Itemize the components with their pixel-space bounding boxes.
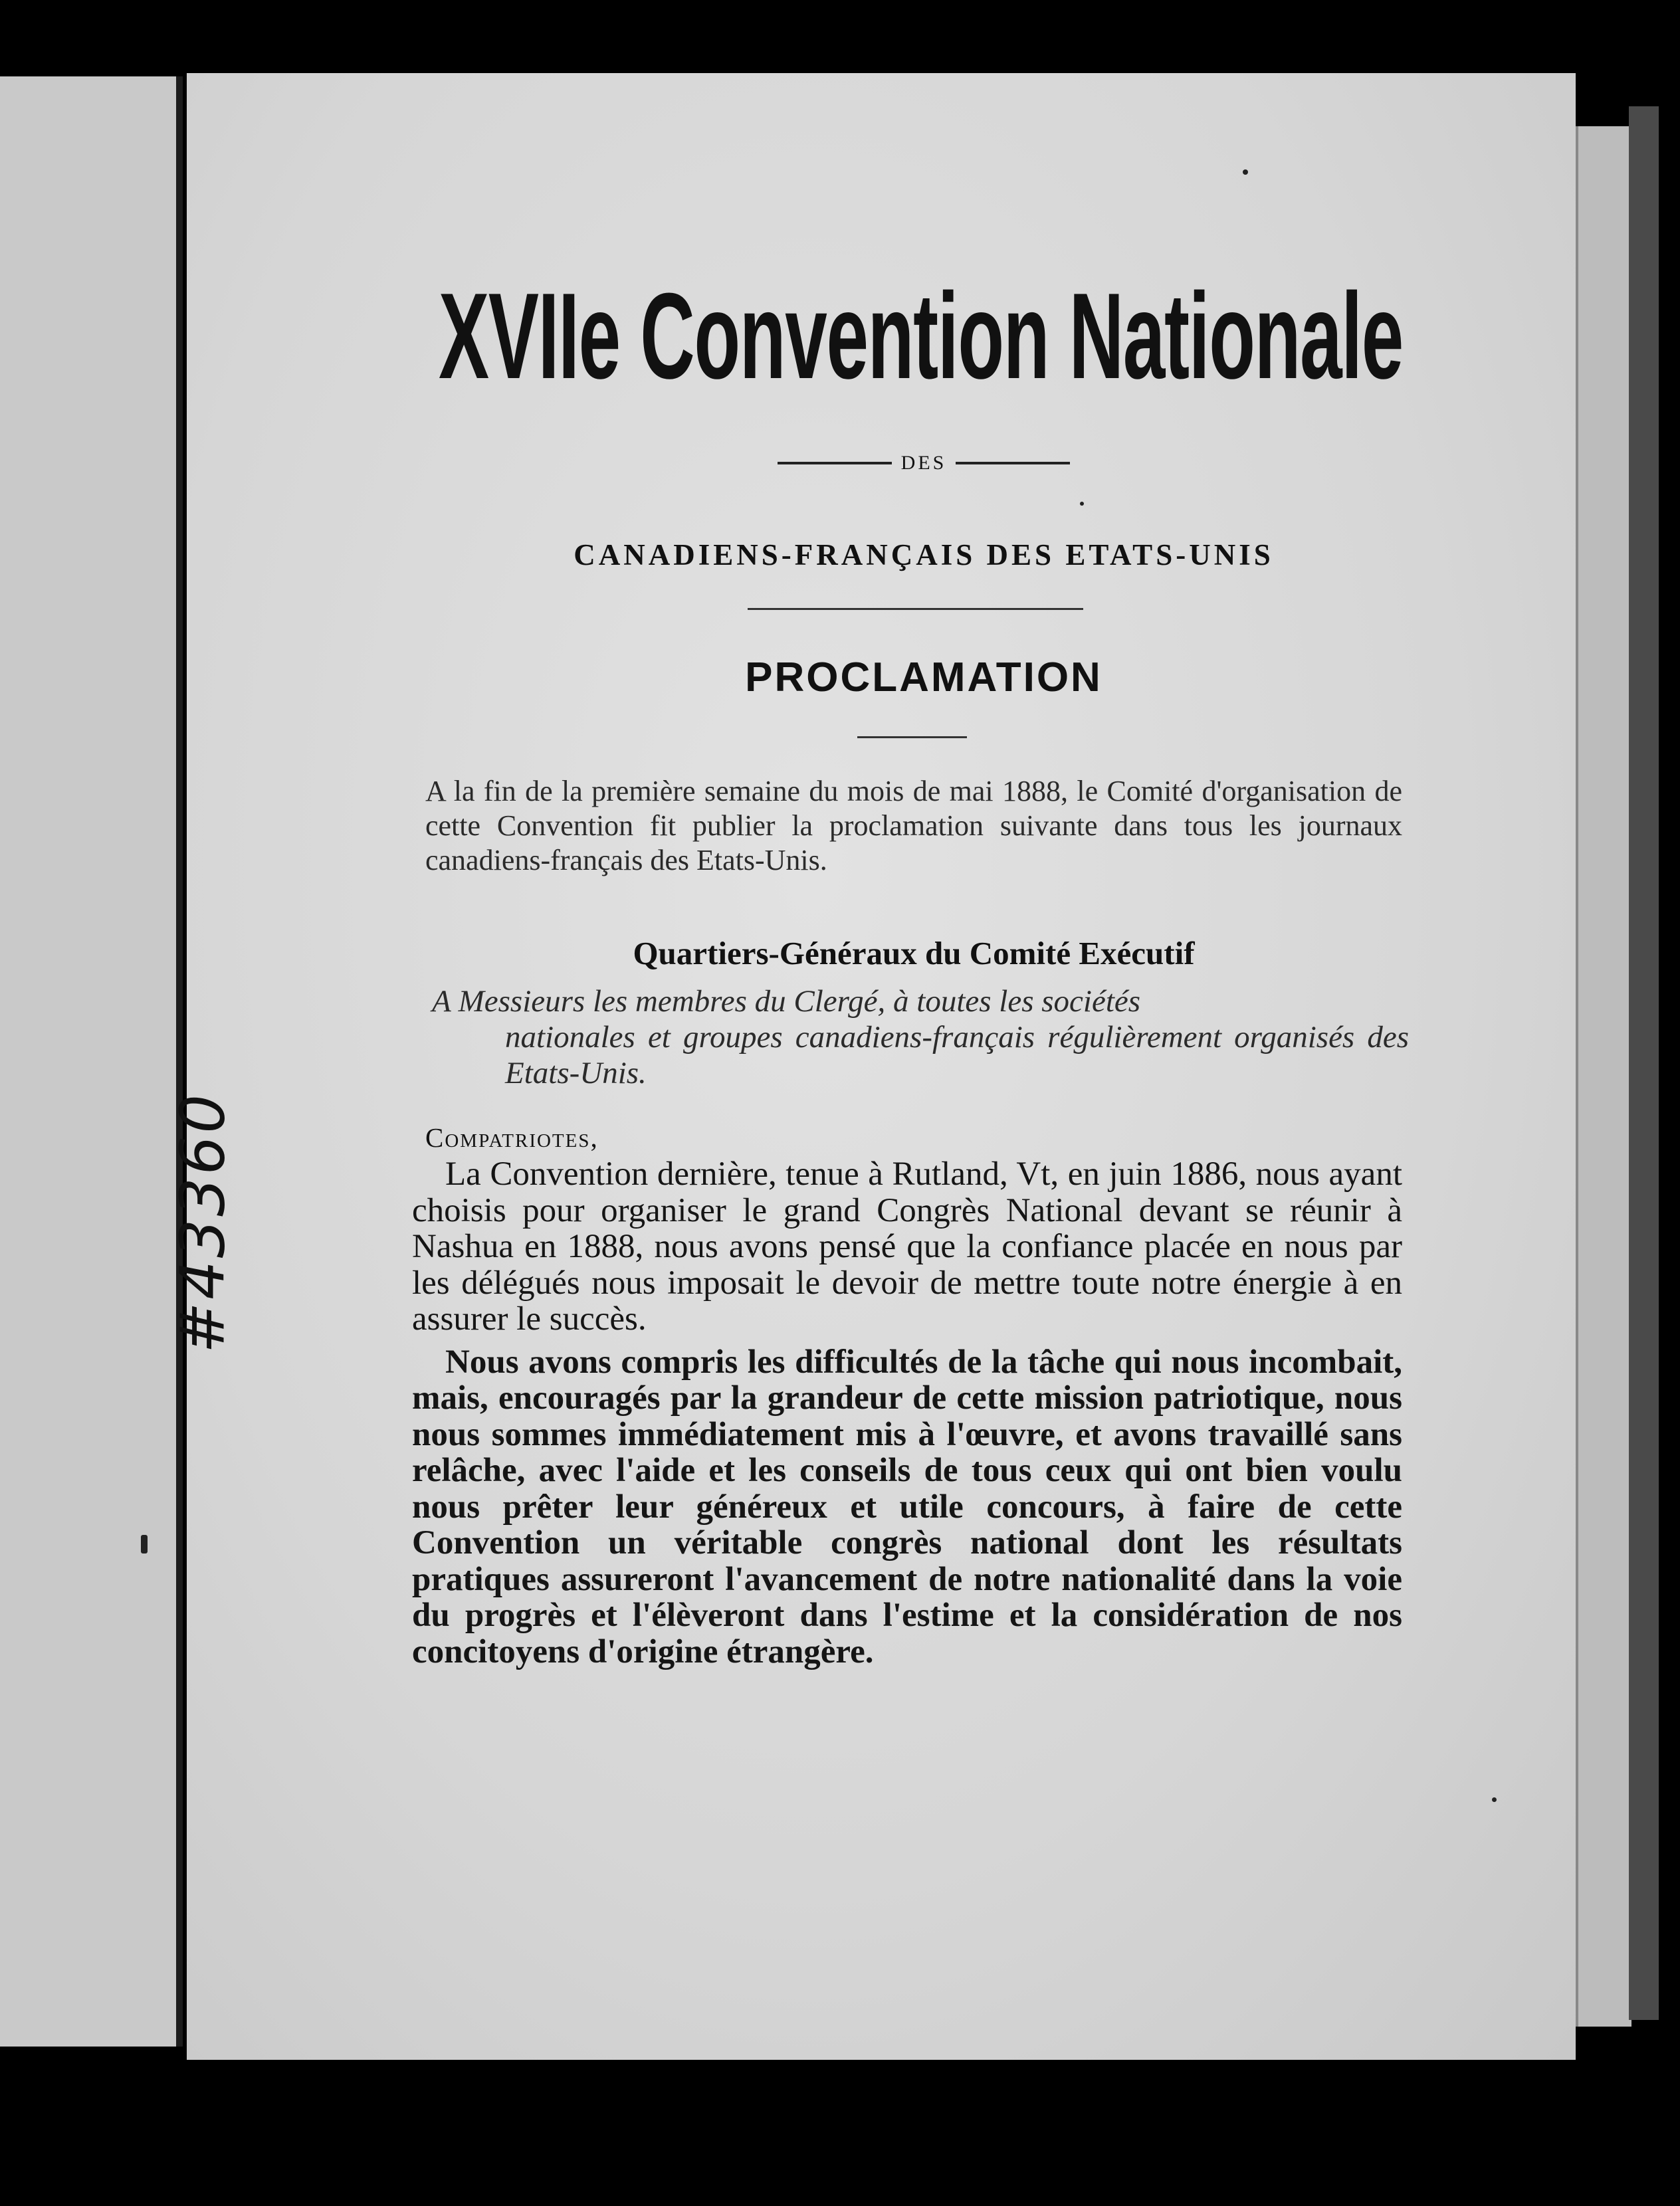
- des-separator: [778, 447, 1070, 480]
- right-rule: [956, 462, 1070, 464]
- divider-rule: [748, 608, 1083, 610]
- page-stack-edge: [1576, 126, 1631, 2027]
- address-line-1: A Messieurs les membres du Clergé, à toutes les sociétés: [432, 984, 1141, 1019]
- des-label: DES: [900, 452, 947, 474]
- document-subtitle: CANADIENS-FRANÇAIS DES ETATS-UNIS: [574, 538, 1274, 571]
- paper-speck: [1492, 1797, 1497, 1802]
- body-paragraph-2: Nous avons compris les difficultés de la tâche qui nous incombait, mais, encouragés par la grandeur de cette mission patriotique, nous nous sommes immédiatement mis à l'œuvre, et avons travaillé sans relâche, avec l'aide et les conseils de tous ceux qui ont bien voulu nous prêter leur généreux et utile concours, à faire de cette Convention un véritable congrès national dont les résultats pratiques assureront l'avancement de notre nationalité dans la voie du progrès et l'élèveront dans l'estime et la considération de nos concitoyens d'origine étrangère.: [412, 1343, 1402, 1670]
- intro-paragraph: A la fin de la première semaine du mois de mai 1888, le Comité d'organisation de cette Convention fit publier la proclamation suivante dans tous les journaux canadiens-français des Etats-Unis.: [425, 775, 1402, 876]
- handwritten-accession-number: [163, 1076, 243, 1369]
- address-line-rest: nationales et groupes canadiens-français régulièrement organisés des Etats-Unis.: [505, 1020, 1409, 1090]
- book-cover-edge: [1629, 106, 1659, 2020]
- paper-speck: [141, 1535, 148, 1554]
- proclamation-body: [412, 1156, 1402, 1670]
- accession-number-text: #43360: [167, 1092, 239, 1354]
- facing-page: [0, 76, 183, 2047]
- document-title: XVIIe Convention Nationale: [439, 267, 1404, 404]
- left-rule: [778, 462, 892, 464]
- short-divider-rule: [857, 736, 967, 738]
- address-block: [432, 983, 1409, 1091]
- salutation: Compatriotes,: [425, 1122, 599, 1153]
- paper-speck: [1243, 169, 1248, 175]
- proclamation-heading: PROCLAMATION: [745, 654, 1102, 700]
- section-heading: Quartiers-Généraux du Comité Exécutif: [633, 935, 1195, 971]
- paper-speck: [1080, 502, 1084, 506]
- body-paragraph-1: La Convention dernière, tenue à Rutland, Vt, en juin 1886, nous ayant choisis pour organiser le grand Congrès National devant se réunir à Nashua en 1888, nous avons pensé que la confiance placée en nous par les délégués nous imposait le devoir de mettre toute notre énergie à en assurer le succès.: [412, 1155, 1402, 1338]
- facing-page-edge: [176, 76, 183, 2047]
